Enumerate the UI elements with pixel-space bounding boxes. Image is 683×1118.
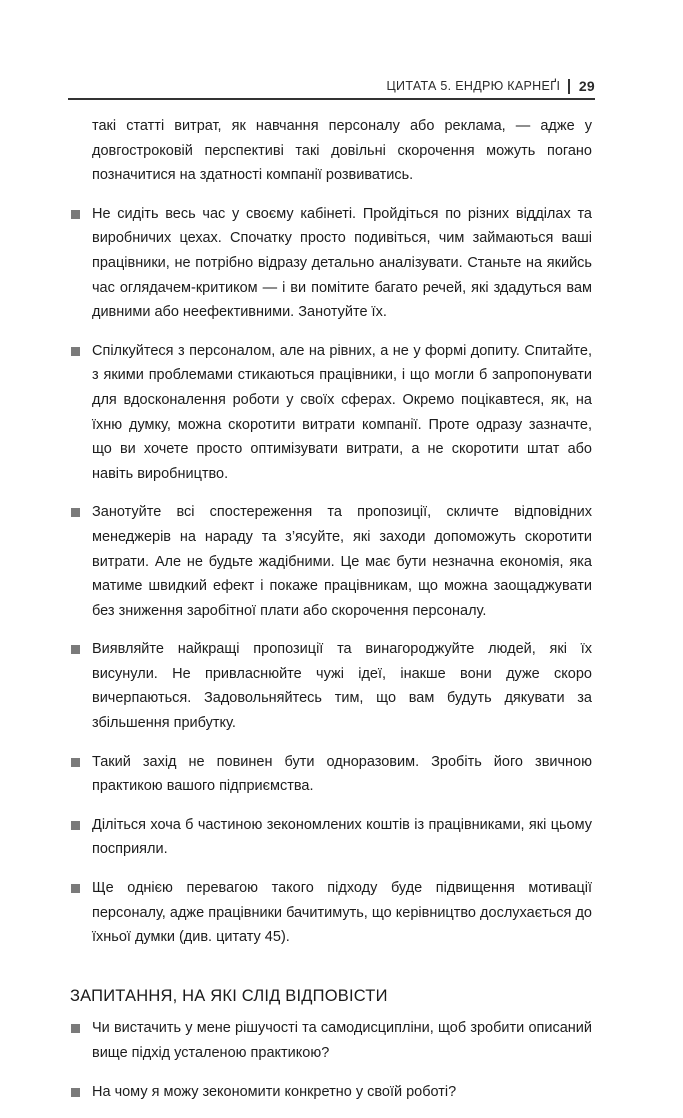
header-text	[386, 78, 595, 94]
list-item-text: Занотуйте всі спостереження та пропозиції, скличте відповідних менеджерів на нараду та з’ясуйте, які заходи допоможуть скоротити витрати. Але не будьте жадібними. Це має бути незначна економія, яка матиме швидкий ефект і покаже працівникам, що можна заощаджувати без зниження заробітної плати або скорочення персоналу.	[92, 504, 592, 619]
questions-list	[70, 1016, 592, 1104]
square-bullet-icon	[71, 884, 80, 893]
page-number: 29	[578, 78, 595, 94]
square-bullet-icon	[71, 758, 80, 767]
tips-list	[70, 202, 592, 950]
square-bullet-icon	[71, 645, 80, 654]
square-bullet-icon	[71, 210, 80, 219]
running-header	[68, 78, 595, 100]
header-rule	[68, 98, 595, 100]
square-bullet-icon	[71, 1088, 80, 1097]
list-item-text: Такий захід не повинен бути одноразовим. Зробіть його звичною практикою вашого підприємства.	[92, 753, 592, 795]
list-item-text: На чому я можу зекономити конкретно у своїй роботі?	[92, 1083, 457, 1100]
list-item-text: Спілкуйтеся з персоналом, але на рівних, а не у формі допиту. Спитайте, з якими проблемами стикаються працівники, і що могли б запропонувати для вдосконалення роботи у своїх сферах. Окремо поцікавтеся, як, на їхню думку, можна скоротити витрати компанії. Проте одразу зазначте, що ви хочете просто оптимізувати витрати, а не скоротити штат або навіть виробництво.	[92, 342, 592, 482]
list-item-text: Чи вистачить у мене рішучості та самодисципліни, щоб зробити описаний вище підхід усталеною практикою?	[92, 1020, 592, 1061]
list-item-text: Ще однією перевагою такого підходу буде підвищення мотивації персоналу, адже працівники бачитимуть, що керівництво дослухається до їхньої думки (див. цитату 45).	[92, 880, 592, 946]
section-heading: ЗАПИТАННЯ, НА ЯКІ СЛІД ВІДПОВІСТИ	[70, 986, 388, 1005]
square-bullet-icon	[71, 347, 80, 356]
running-title: ЦИТАТА 5. ЕНДРЮ КАРНЕҐІ	[386, 79, 561, 93]
list-item	[70, 1080, 592, 1105]
square-bullet-icon	[71, 1024, 80, 1033]
list-item-text: Виявляйте найкращі пропозиції та винагороджуйте людей, які їх висунули. Не привласнюйте чужі ідеї, інакше вони дуже скоро вичерпаються. Задовольняйтесь тим, що вам будуть дякувати за збільшення прибутку.	[92, 641, 592, 732]
list-item-text: Діліться хоча б частиною зекономлених коштів із працівниками, які цьому посприяли.	[92, 816, 592, 858]
list-item-text: Не сидіть весь час у своєму кабінеті. Пройдіться по різних відділах та виробничих цехах. Спочатку просто подивіться, чим займаються ваші працівники, не потрібно відразу детально аналізувати. Станьте на якийсь час оглядачем-критиком — і ви помітите багато речей, які здадуться вам дивними або неефективними. Занотуйте їх.	[92, 205, 592, 321]
list-item	[70, 637, 592, 735]
list-item	[70, 500, 592, 623]
list-item	[70, 202, 592, 325]
square-bullet-icon	[71, 821, 80, 830]
list-item	[70, 750, 592, 799]
list-item	[70, 876, 592, 950]
page-body	[70, 114, 592, 1118]
list-item	[70, 339, 592, 487]
list-item	[70, 813, 592, 862]
header-separator	[568, 79, 570, 94]
intro-paragraph: такі статті витрат, як навчання персоналу або реклама, — адже у довгостроковій перспективі такі довільні скорочення можуть погано позначитися на здатності компанії розвиватись.	[92, 118, 592, 184]
square-bullet-icon	[71, 508, 80, 517]
